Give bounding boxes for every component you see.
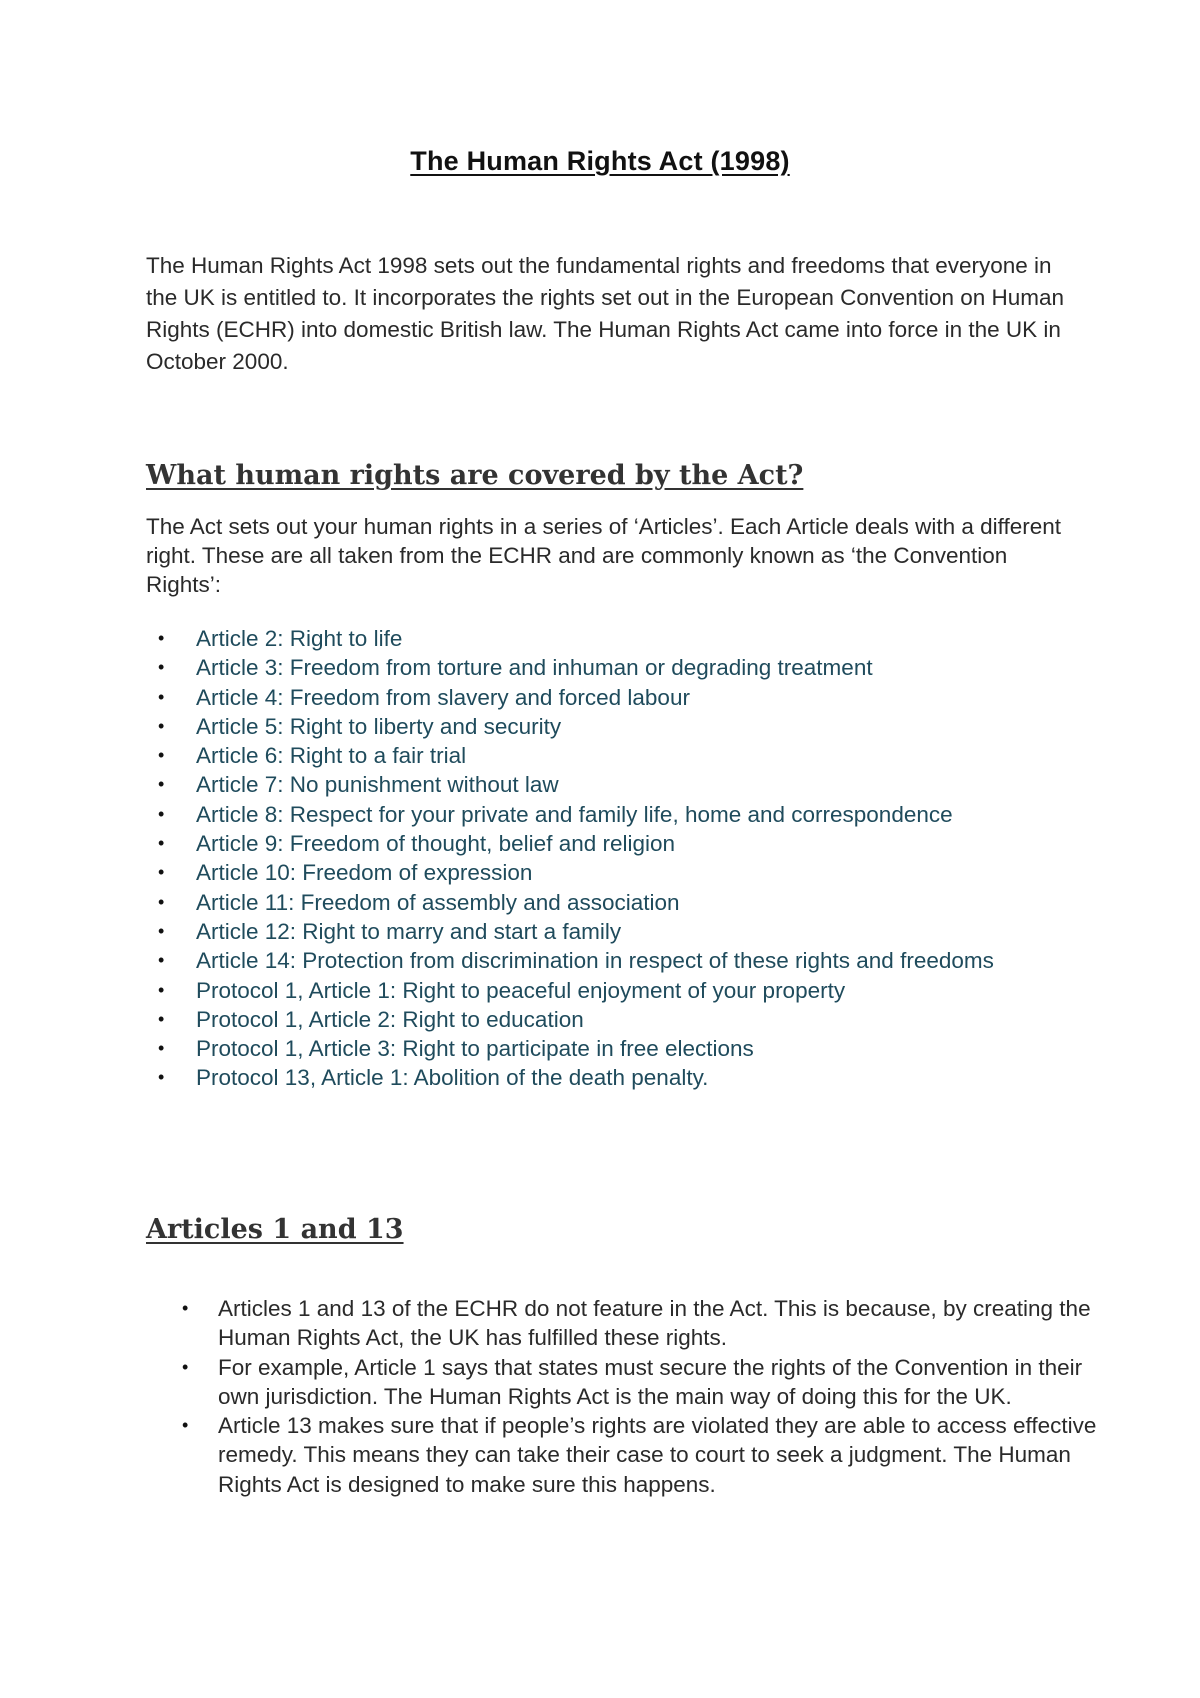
list-item[interactable] (146, 624, 1076, 653)
bullet-icon: • (158, 1067, 165, 1088)
list-item-text: Article 7: No punishment without law (196, 772, 559, 798)
list-item-text: Article 11: Freedom of assembly and association (196, 889, 680, 915)
articles-1-13-list (168, 1294, 1098, 1499)
bullet-icon: • (158, 1038, 165, 1059)
list-item[interactable] (146, 683, 1076, 712)
list-item-text: Protocol 1, Article 1: Right to peaceful enjoyment of your property (196, 977, 846, 1003)
list-item[interactable] (146, 800, 1076, 829)
list-item (168, 1411, 1098, 1499)
list-item-text: Article 2: Right to life (196, 626, 403, 651)
bullet-icon: • (182, 1298, 189, 1318)
list-item-text: Article 13 makes sure that if people’s rights are violated they are able to access effective remedy. This means they can take their case to court to seek a judgment. The Human Rights Act is designed to make sure this happens. (218, 1413, 1097, 1497)
convention-rights-list (146, 624, 1076, 1093)
list-item[interactable] (146, 1005, 1076, 1034)
bullet-icon: • (158, 774, 165, 795)
list-item[interactable] (146, 1063, 1076, 1092)
list-item[interactable] (146, 917, 1076, 946)
bullet-icon: • (158, 745, 165, 766)
list-item-text: Articles 1 and 13 of the ECHR do not feature in the Act. This is because, by creating the Human Rights Act, the UK has fulfilled these rights. (218, 1296, 1091, 1351)
covered-rights-intro: The Act sets out your human rights in a series of ‘Articles’. Each Article deals with a different right. These are all taken from the ECHR and are commonly known as ‘the Convention Rights’: (146, 514, 1062, 597)
intro-paragraph: The Human Rights Act 1998 sets out the fundamental rights and freedoms that everyone in the UK is entitled to. It incorporates the rights set out in the European Convention on Human Rights (ECHR) into domestic British law. The Human Rights Act came into force in the UK in October 2000. (146, 253, 1065, 374)
bullet-icon: • (158, 862, 165, 883)
bullet-icon: • (158, 1008, 165, 1029)
list-item[interactable] (146, 770, 1076, 799)
list-item[interactable] (146, 741, 1076, 770)
bullet-icon: • (158, 657, 165, 678)
list-item[interactable] (146, 829, 1076, 858)
list-item-text: Article 6: Right to a fair trial (196, 743, 467, 769)
list-item[interactable] (146, 976, 1076, 1005)
list-item-text: Protocol 1, Article 3: Right to participate in free elections (196, 1036, 754, 1062)
list-item-text: For example, Article 1 says that states must secure the rights of the Convention in their own jurisdiction. The Human Rights Act is the main way of doing this for the UK. (218, 1354, 1083, 1409)
bullet-icon: • (158, 891, 165, 912)
list-item-text: Article 10: Freedom of expression (196, 860, 533, 886)
list-item-text: Article 4: Freedom from slavery and forced labour (196, 684, 690, 710)
list-item[interactable] (146, 1034, 1076, 1063)
list-item[interactable] (146, 888, 1076, 917)
bullet-icon: • (158, 715, 165, 736)
list-item-text: Protocol 1, Article 2: Right to education (196, 1006, 584, 1032)
list-item[interactable] (146, 712, 1076, 741)
list-item-text: Article 3: Freedom from torture and inhuman or degrading treatment (196, 655, 873, 681)
section-heading-articles-1-13: Articles 1 and 13 (146, 1214, 404, 1245)
list-item[interactable] (146, 946, 1076, 975)
section-heading-covered-rights: What human rights are covered by the Act? (146, 460, 804, 491)
bullet-icon: • (158, 803, 165, 824)
bullet-icon: • (158, 833, 165, 854)
bullet-icon: • (158, 920, 165, 941)
bullet-icon: • (158, 628, 165, 648)
list-item[interactable] (146, 653, 1076, 682)
list-item[interactable] (146, 858, 1076, 887)
list-item-text: Article 8: Respect for your private and family life, home and correspondence (196, 801, 953, 827)
list-item-text: Article 14: Protection from discrimination in respect of these rights and freedoms (196, 948, 994, 974)
bullet-icon: • (158, 979, 165, 1000)
list-item (168, 1294, 1098, 1353)
bullet-icon: • (182, 1356, 189, 1377)
list-item-text: Article 5: Right to liberty and security (196, 713, 562, 739)
list-item-text: Article 9: Freedom of thought, belief and religion (196, 831, 676, 857)
document-title: The Human Rights Act (1998) (410, 146, 790, 176)
bullet-icon: • (158, 686, 165, 707)
bullet-icon: • (182, 1415, 189, 1436)
list-item-text: Protocol 13, Article 1: Abolition of the death penalty. (196, 1065, 709, 1091)
list-item-text: Article 12: Right to marry and start a family (196, 918, 622, 944)
list-item (168, 1353, 1098, 1412)
bullet-icon: • (158, 950, 165, 971)
